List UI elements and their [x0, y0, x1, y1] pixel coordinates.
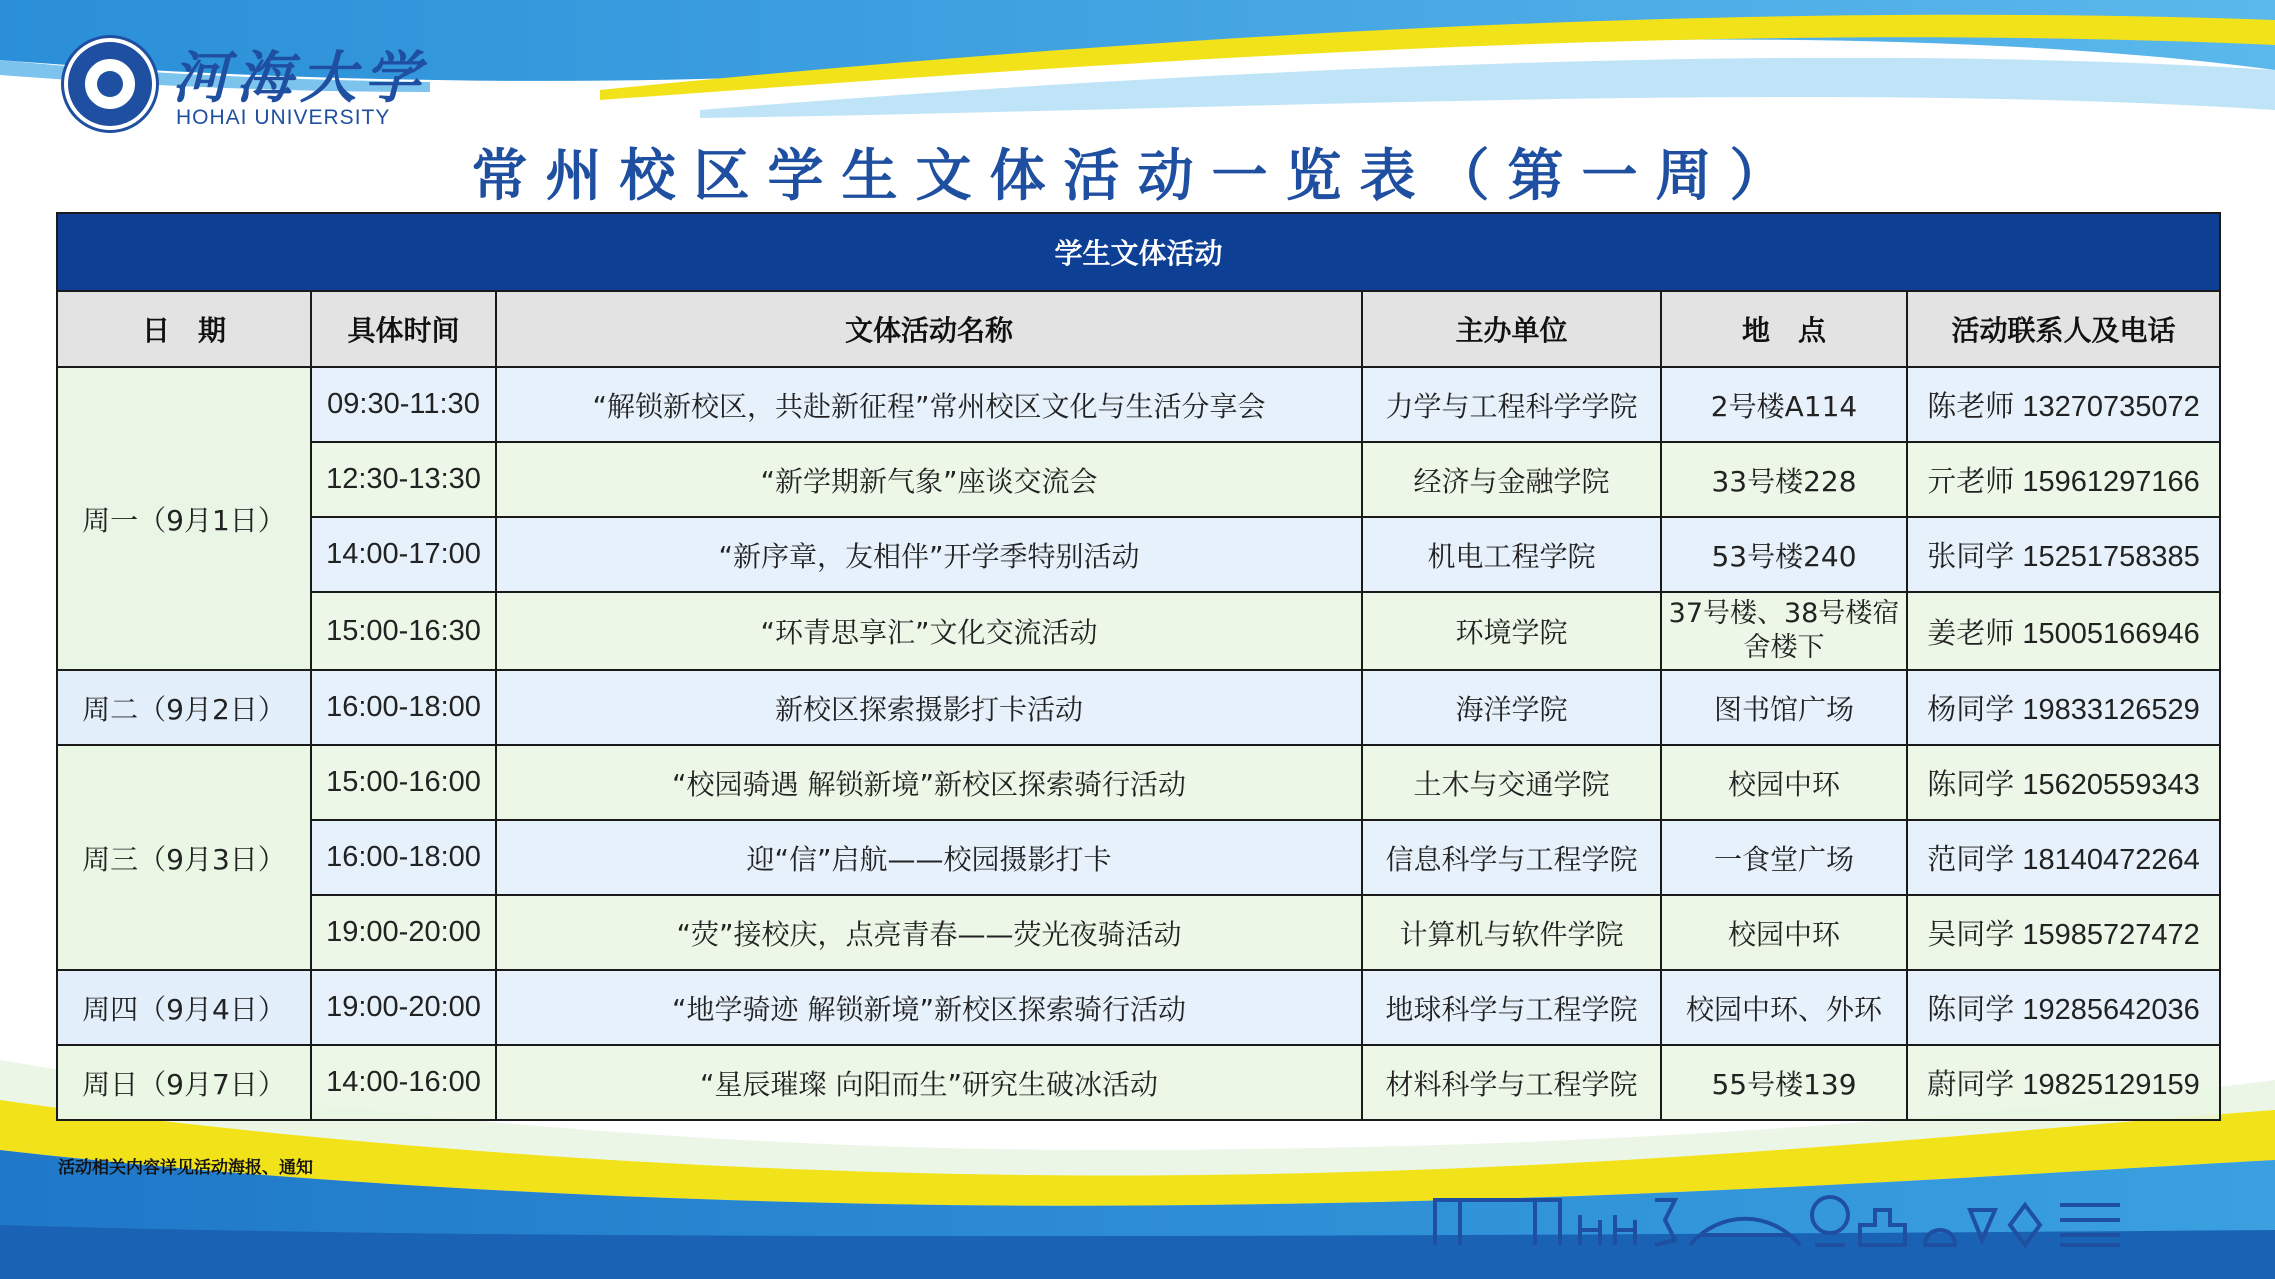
organizer-cell: 力学与工程科学学院	[1362, 367, 1661, 442]
table-banner: 学生文体活动	[57, 213, 2220, 291]
time-cell: 12:30-13:30	[311, 442, 496, 517]
university-seal-icon	[64, 38, 156, 130]
logo-english-name: HOHAI UNIVERSITY	[176, 106, 391, 129]
location-cell: 2号楼A114	[1661, 367, 1907, 442]
activity-table-container	[56, 212, 2219, 1121]
table-row	[57, 970, 2220, 1045]
contact-cell: 亓老师 15961297166	[1907, 442, 2220, 517]
organizer-cell: 土木与交通学院	[1362, 745, 1661, 820]
day-cell: 周一（9月1日）	[57, 367, 311, 670]
organizer-cell: 地球科学与工程学院	[1362, 970, 1661, 1045]
day-cell: 周二（9月2日）	[57, 670, 311, 745]
organizer-cell: 机电工程学院	[1362, 517, 1661, 592]
organizer-cell: 信息科学与工程学院	[1362, 820, 1661, 895]
time-cell: 19:00-20:00	[311, 895, 496, 970]
table-row	[57, 1045, 2220, 1120]
logo-chinese-name: 河海大学	[172, 45, 428, 111]
location-cell: 一食堂广场	[1661, 820, 1907, 895]
organizer-cell: 海洋学院	[1362, 670, 1661, 745]
location-cell: 37号楼、38号楼宿舍楼下	[1661, 592, 1907, 670]
header-location: 地 点	[1661, 291, 1907, 367]
header-contact: 活动联系人及电话	[1907, 291, 2220, 367]
contact-cell: 张同学 15251758385	[1907, 517, 2220, 592]
activity-name-cell: “新学期新气象”座谈交流会	[496, 442, 1362, 517]
location-cell: 53号楼240	[1661, 517, 1907, 592]
footnote: 活动相关内容详见活动海报、通知	[58, 1158, 313, 1178]
location-cell: 校园中环	[1661, 745, 1907, 820]
location-cell: 33号楼228	[1661, 442, 1907, 517]
contact-cell: 陈同学 15620559343	[1907, 745, 2220, 820]
header-time: 具体时间	[311, 291, 496, 367]
location-cell: 校园中环、外环	[1661, 970, 1907, 1045]
activity-name-cell: 新校区探索摄影打卡活动	[496, 670, 1362, 745]
header-activity-name: 文体活动名称	[496, 291, 1362, 367]
day-cell: 周四（9月4日）	[57, 970, 311, 1045]
organizer-cell: 材料科学与工程学院	[1362, 1045, 1661, 1120]
activity-name-cell: “校园骑遇 解锁新境”新校区探索骑行活动	[496, 745, 1362, 820]
location-cell: 校园中环	[1661, 895, 1907, 970]
table-row	[57, 517, 2220, 592]
contact-cell: 吴同学 15985727472	[1907, 895, 2220, 970]
activity-name-cell: “新序章，友相伴”开学季特别活动	[496, 517, 1362, 592]
header-date: 日 期	[57, 291, 311, 367]
time-cell: 16:00-18:00	[311, 820, 496, 895]
location-cell: 55号楼139	[1661, 1045, 1907, 1120]
day-cell: 周日（9月7日）	[57, 1045, 311, 1120]
campus-landmarks-icon	[1430, 1190, 2130, 1250]
time-cell: 09:30-11:30	[311, 367, 496, 442]
time-cell: 14:00-17:00	[311, 517, 496, 592]
time-cell: 14:00-16:00	[311, 1045, 496, 1120]
time-cell: 16:00-18:00	[311, 670, 496, 745]
contact-cell: 杨同学 19833126529	[1907, 670, 2220, 745]
table-row	[57, 592, 2220, 670]
page-title: 常州校区学生文体活动一览表（第一周）	[471, 144, 1804, 209]
header-organizer: 主办单位	[1362, 291, 1661, 367]
table-row	[57, 820, 2220, 895]
activity-name-cell: “荧”接校庆，点亮青春——荧光夜骑活动	[496, 895, 1362, 970]
organizer-cell: 环境学院	[1362, 592, 1661, 670]
contact-cell: 陈老师 13270735072	[1907, 367, 2220, 442]
activity-name-cell: “环青思享汇”文化交流活动	[496, 592, 1362, 670]
table-row	[57, 442, 2220, 517]
university-logo	[64, 38, 428, 130]
time-cell: 15:00-16:00	[311, 745, 496, 820]
table-row	[57, 670, 2220, 745]
organizer-cell: 经济与金融学院	[1362, 442, 1661, 517]
activity-name-cell: 迎“信”启航——校园摄影打卡	[496, 820, 1362, 895]
time-cell: 15:00-16:30	[311, 592, 496, 670]
contact-cell: 蔚同学 19825129159	[1907, 1045, 2220, 1120]
table-row	[57, 745, 2220, 820]
table-row	[57, 895, 2220, 970]
contact-cell: 陈同学 19285642036	[1907, 970, 2220, 1045]
activity-name-cell: “地学骑迹 解锁新境”新校区探索骑行活动	[496, 970, 1362, 1045]
location-cell: 图书馆广场	[1661, 670, 1907, 745]
activity-name-cell: “解锁新校区，共赴新征程”常州校区文化与生活分享会	[496, 367, 1362, 442]
time-cell: 19:00-20:00	[311, 970, 496, 1045]
activity-name-cell: “星辰璀璨 向阳而生”研究生破冰活动	[496, 1045, 1362, 1120]
table-row	[57, 367, 2220, 442]
organizer-cell: 计算机与软件学院	[1362, 895, 1661, 970]
contact-cell: 姜老师 15005166946	[1907, 592, 2220, 670]
contact-cell: 范同学 18140472264	[1907, 820, 2220, 895]
day-cell: 周三（9月3日）	[57, 745, 311, 970]
activity-table	[56, 212, 2221, 1121]
